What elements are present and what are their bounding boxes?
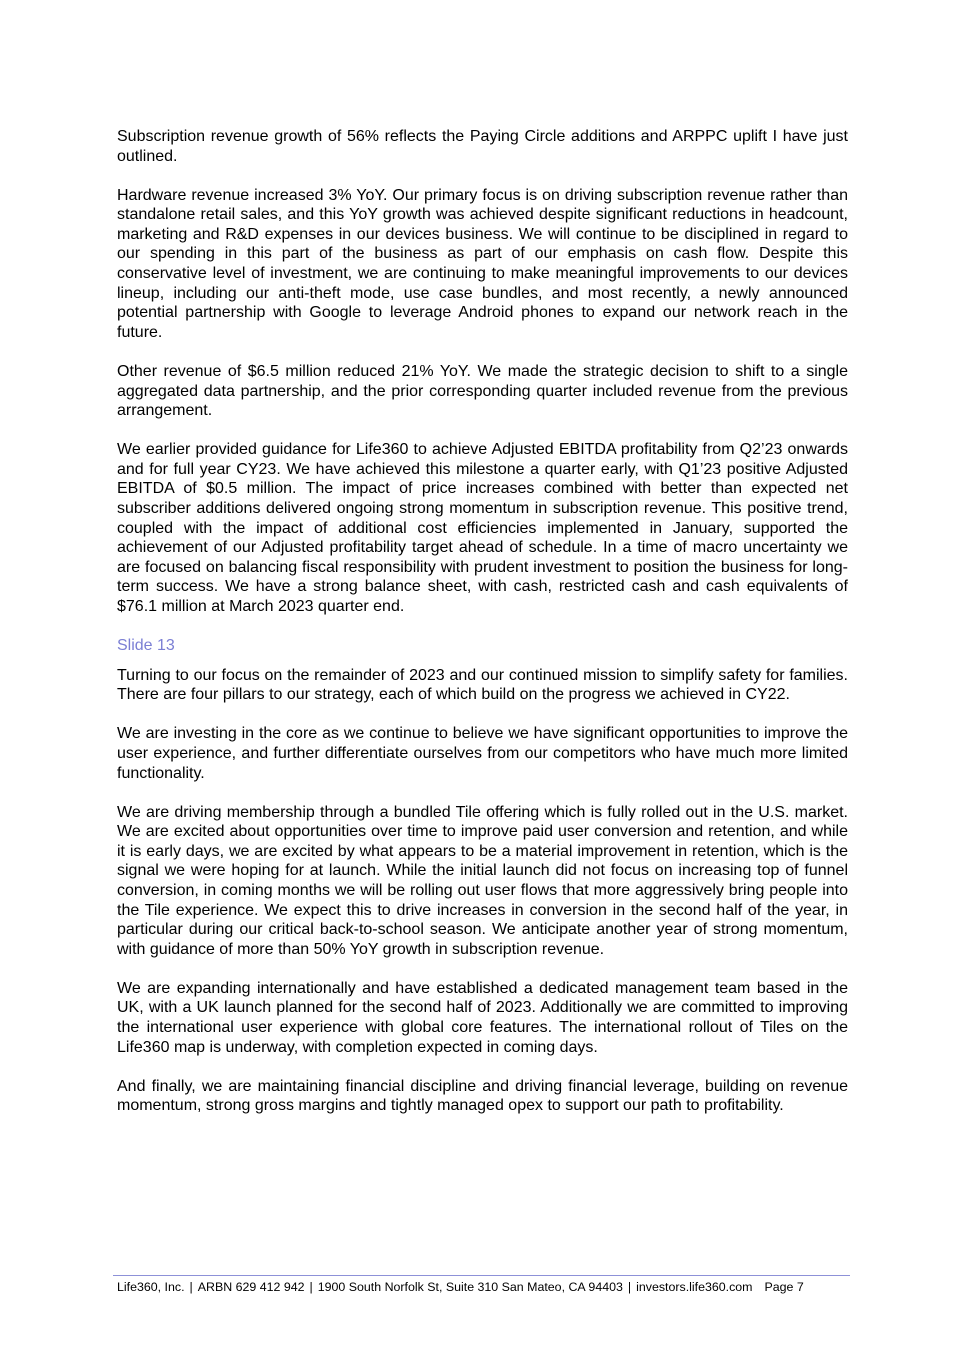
paragraph-investing-core: We are investing in the core as we continue to believe we have significant opportunities to improve the user experience, and further differentiate ourselves from our competitors who have much more limited functionality. (117, 725, 848, 782)
paragraph-hardware-revenue: Hardware revenue increased 3% YoY. Our primary focus is on driving subscription revenue rather than standalone retail sales, and this YoY growth was achieved despite significant reductions in headcount, marketing and R&D expenses in our devices business. We will continue to be disciplined in regard to our spending in this part of the business as part of our emphasis on cash flow. Despite this conservative level of investment, we are continuing to make meaningful improvements to our devices lineup, including our anti-theft mode, use case bundles, and most recently, a newly announced potential partnership with Google to leverage Android phones to expand our network reach in the future. (117, 186, 848, 341)
footer-website: investors.life360.com (636, 1280, 753, 1294)
footer-separator: | (309, 1280, 313, 1294)
paragraph-ebitda-guidance: We earlier provided guidance for Life360 to achieve Adjusted EBITDA profitability from Q2’23 onwards and for full year CY23. We have achieved this milestone a quarter early, with Q1’23 positive Adjusted EBITDA of $0.5 million. The impact of price increases combined with better than expected net subscriber additions delivered ongoing strong momentum in subscription revenue. This positive trend, coupled with the impact of additional cost efficiencies implemented in January, supported the achievement of our Adjusted profitability target ahead of schedule. In a time of macro uncertainty we are focused on balancing fiscal responsibility with prudent investment to position the business for long-term success. We have a strong balance sheet, with cash, restricted cash and cash equivalents of $76.1 million at March 2023 quarter end. (117, 441, 848, 615)
footer-divider (113, 1275, 850, 1276)
paragraph-expanding-internationally: We are expanding internationally and have established a dedicated management team based in the UK, with a UK launch planned for the second half of 2023. Additionally we are committed to improving the international user experience with global core features. The international rollout of Tiles on the Life360 map is underway, with completion expected in coming days. (117, 979, 848, 1056)
footer-separator: | (627, 1280, 632, 1294)
paragraph-other-revenue: Other revenue of $6.5 million reduced 21% YoY. We made the strategic decision to shift to a single aggregated data partnership, and the prior corresponding quarter included revenue from the previous arrangement. (117, 362, 848, 420)
paragraph-financial-discipline: And finally, we are maintaining financial discipline and driving financial leverage, building on revenue momentum, strong gross margins and tightly managed opex to support our path to profitability. (117, 1077, 848, 1115)
page-footer (117, 1280, 857, 1294)
footer-company: Life360, Inc. (117, 1280, 185, 1294)
footer-page-number: Page 7 (764, 1280, 804, 1294)
paragraph-strategy-intro: Turning to our focus on the remainder of 2023 and our continued mission to simplify safety for families. There are four pillars to our strategy, each of which build on the progress we achieved in CY22. (117, 666, 848, 704)
footer-address: 1900 South Norfolk St, Suite 310 San Mateo, CA 94403 (317, 1280, 623, 1294)
footer-arbn: ARBN 629 412 942 (197, 1280, 305, 1294)
footer-separator: | (189, 1280, 193, 1294)
paragraph-driving-membership: We are driving membership through a bundled Tile offering which is fully rolled out in the U.S. market. We are excited about opportunities over time to improve paid user conversion and retention, and while it is early days, we are excited by what appears to be a material improvement in retention, which is the signal we were hoping for at launch. While the initial launch did not focus on increasing top of funnel conversion, in coming months we will be rolling out user flows that more aggressively bring people into the Tile experience. We expect this to drive increases in conversion in the second half of the year, in particular during our critical back-to-school season. We anticipate another year of strong momentum, with guidance of more than 50% YoY growth in subscription revenue. (117, 803, 848, 958)
paragraph-subscription-revenue: Subscription revenue growth of 56% reflects the Paying Circle additions and ARPPC uplift I have just outlined. (117, 128, 848, 165)
section-heading-slide-13: Slide 13 (117, 637, 175, 655)
document-body (117, 127, 848, 1135)
